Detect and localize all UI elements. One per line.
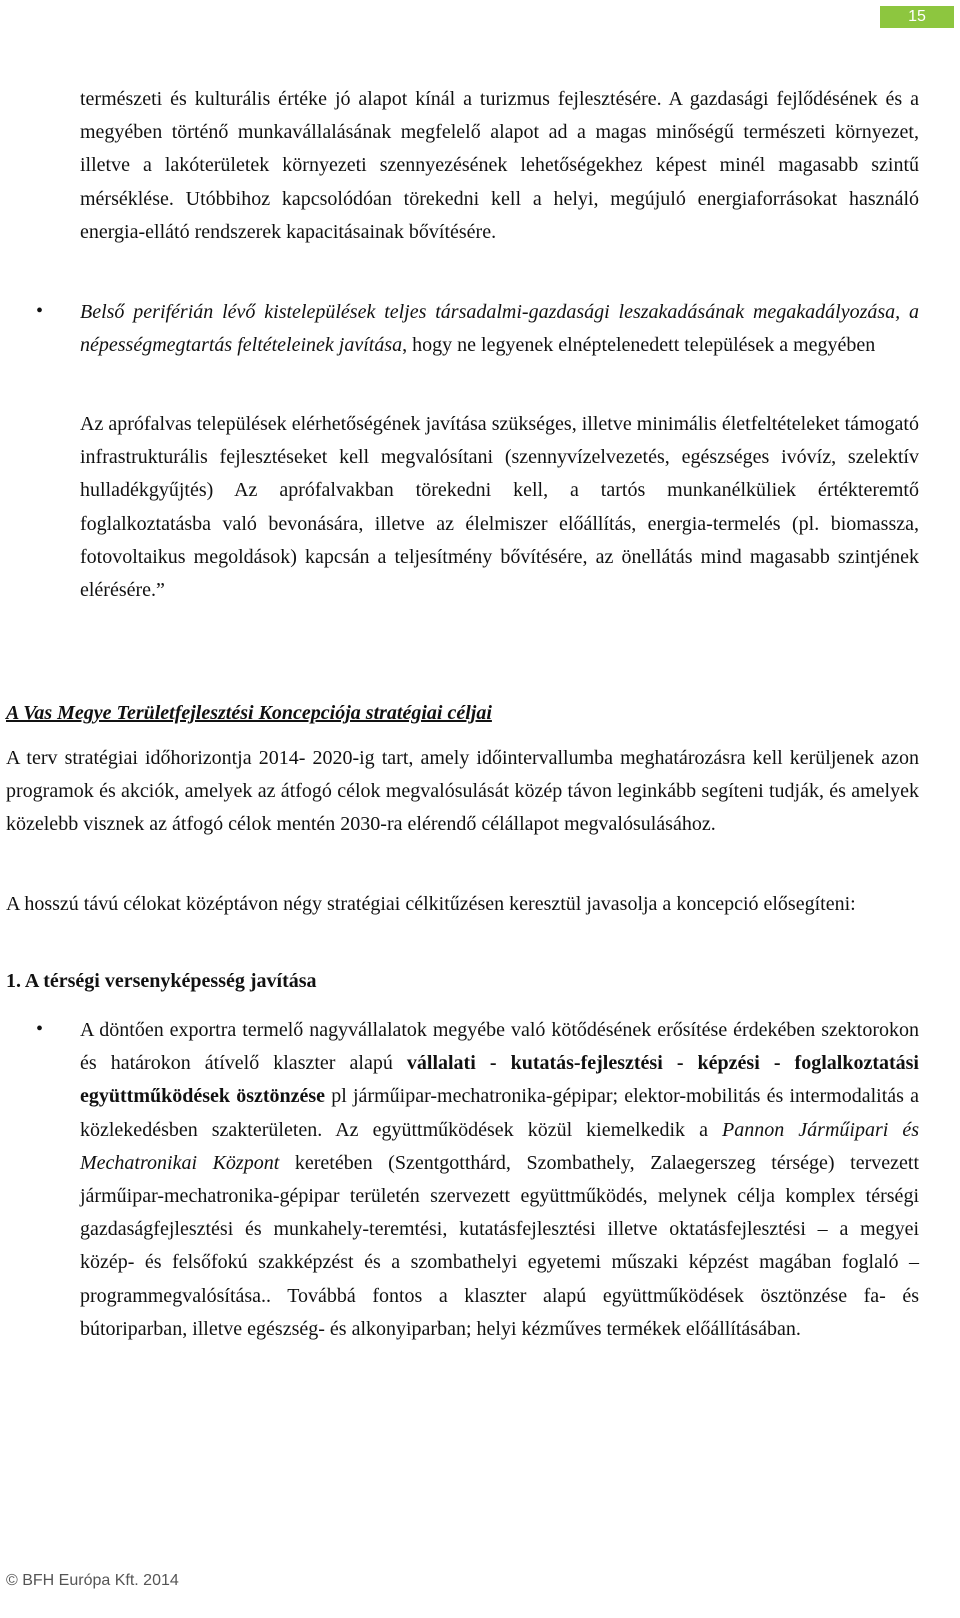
bullet-peripheral-settlements [80, 296, 919, 362]
bullet-text-part3: keretében (Szentgotthárd, Szombathely, Zalaegerszeg térsége) tervezett járműipar-mechatronika-gépipar területén szervezett együttműködés, melynek célja komplex térségi gazdaságfejlesztési és munkahely-teremtési, kutatásfejlesztési illetve oktatásfejlesztési – a megyei közép- és felsőfokú szakképzést és a szombathelyi egyetemi műszaki képzést magában foglaló – programmegvalósítása.. Továbbá fontos a klaszter alapú együttműködések ösztönzése fa- és bútoriparban, illetve egészség- és alkonyiparban; helyi kézműves termékek előállításában. [80, 1151, 920, 1340]
section-heading: A Vas Megye Területfejlesztési Koncepciója stratégiai céljai [6, 702, 492, 724]
bullet-text-part1: A döntően exportra termelő nagyvállalatok megyébe való kötődésének erősítése érdekében szektorokon és határokon átívelő klaszter alapú [80, 1019, 919, 1075]
subheading-competitiveness: 1. A térségi versenyképesség javítása [6, 970, 317, 992]
bullet-italic-text: Pannon Járműipari és Mechatronikai Központ [80, 1118, 919, 1174]
paragraph-small-villages: Az aprófalvas települések elérhetőségének javítása szükséges, illetve minimális életfeltételeket támogató infrastrukturális fejlesztéseket kell megvalósítani (szennyvízelvezetés, egészséges ivóvíz, szelektív hulladékgyűjtés) Az aprófalvakban törekedni kell, a tartós munkanélküliek értékteremtő foglalkoztatásba való bevonására, illetve az élelmiszer előállítás, energia-termelés (pl. biomassza, fotovoltaikus megoldások) kapcsán a teljesítmény bővítésére, az önellátás mind magasabb szintjének elérésére.” [80, 413, 919, 602]
bullet-rest-text: , hogy ne legyenek elnéptelenedett települések a megyében [402, 334, 876, 357]
paragraph-tourism: természeti és kulturális értéke jó alapot kínál a turizmus fejlesztésére. A gazdasági fejlődésének és a megyében történő munkavállalásának megfelelő alapot ad a magas minőségű természeti környezet, illetve a lakóterületek környezeti szennyezésének lehetőségekhez képest minél magasabb szintű mérséklése. Utóbbihoz kapcsolódóan törekedni kell a helyi, megújuló energiaforrásokat használó energia-ellátó rendszerek kapacitásainak bővítésére. [80, 88, 919, 243]
paragraph-strategy-horizon: A terv stratégiai időhorizontja 2014- 2020-ig tart, amely időintervallumba meghatározásra kell kerüljenek azon programok és akciók, amelyek az átfogó célok megvalósulását közép távon leginkább segíteni tudják, és amelyek közelebb visznek az átfogó célok mentén 2030-ra elérendő célállapot megvalósulásához. [6, 747, 919, 836]
paragraph-long-term-goals: A hosszú távú célokat középtávon négy stratégiai célkitűzésen keresztül javasolja a koncepció elősegíteni: [6, 893, 856, 915]
bullet-italic-text: Belső periférián lévő kistelepülések teljes társadalmi-gazdasági leszakadásának megakadályozása, a népességmegtartás feltételeinek javítása [80, 301, 919, 357]
bullet-cluster-cooperation [80, 1014, 919, 1346]
footer-copyright: © BFH Európa Kft. 2014 [6, 1572, 179, 1589]
page-number: 15 [880, 6, 954, 28]
bullet-bold-text: vállalati - kutatás-fejlesztési - képzési - foglalkoztatási együttműködések ösztönzése [80, 1052, 919, 1108]
bullet-marker: • [36, 1018, 44, 1040]
bullet-marker: • [36, 300, 44, 322]
bullet-text-part2: pl járműipar-mechatronika-gépipar; elektor-mobilitás és intermodalitás a közlekedésben szakterületen. Az együttműködések közül kiemelkedik a [80, 1085, 919, 1141]
